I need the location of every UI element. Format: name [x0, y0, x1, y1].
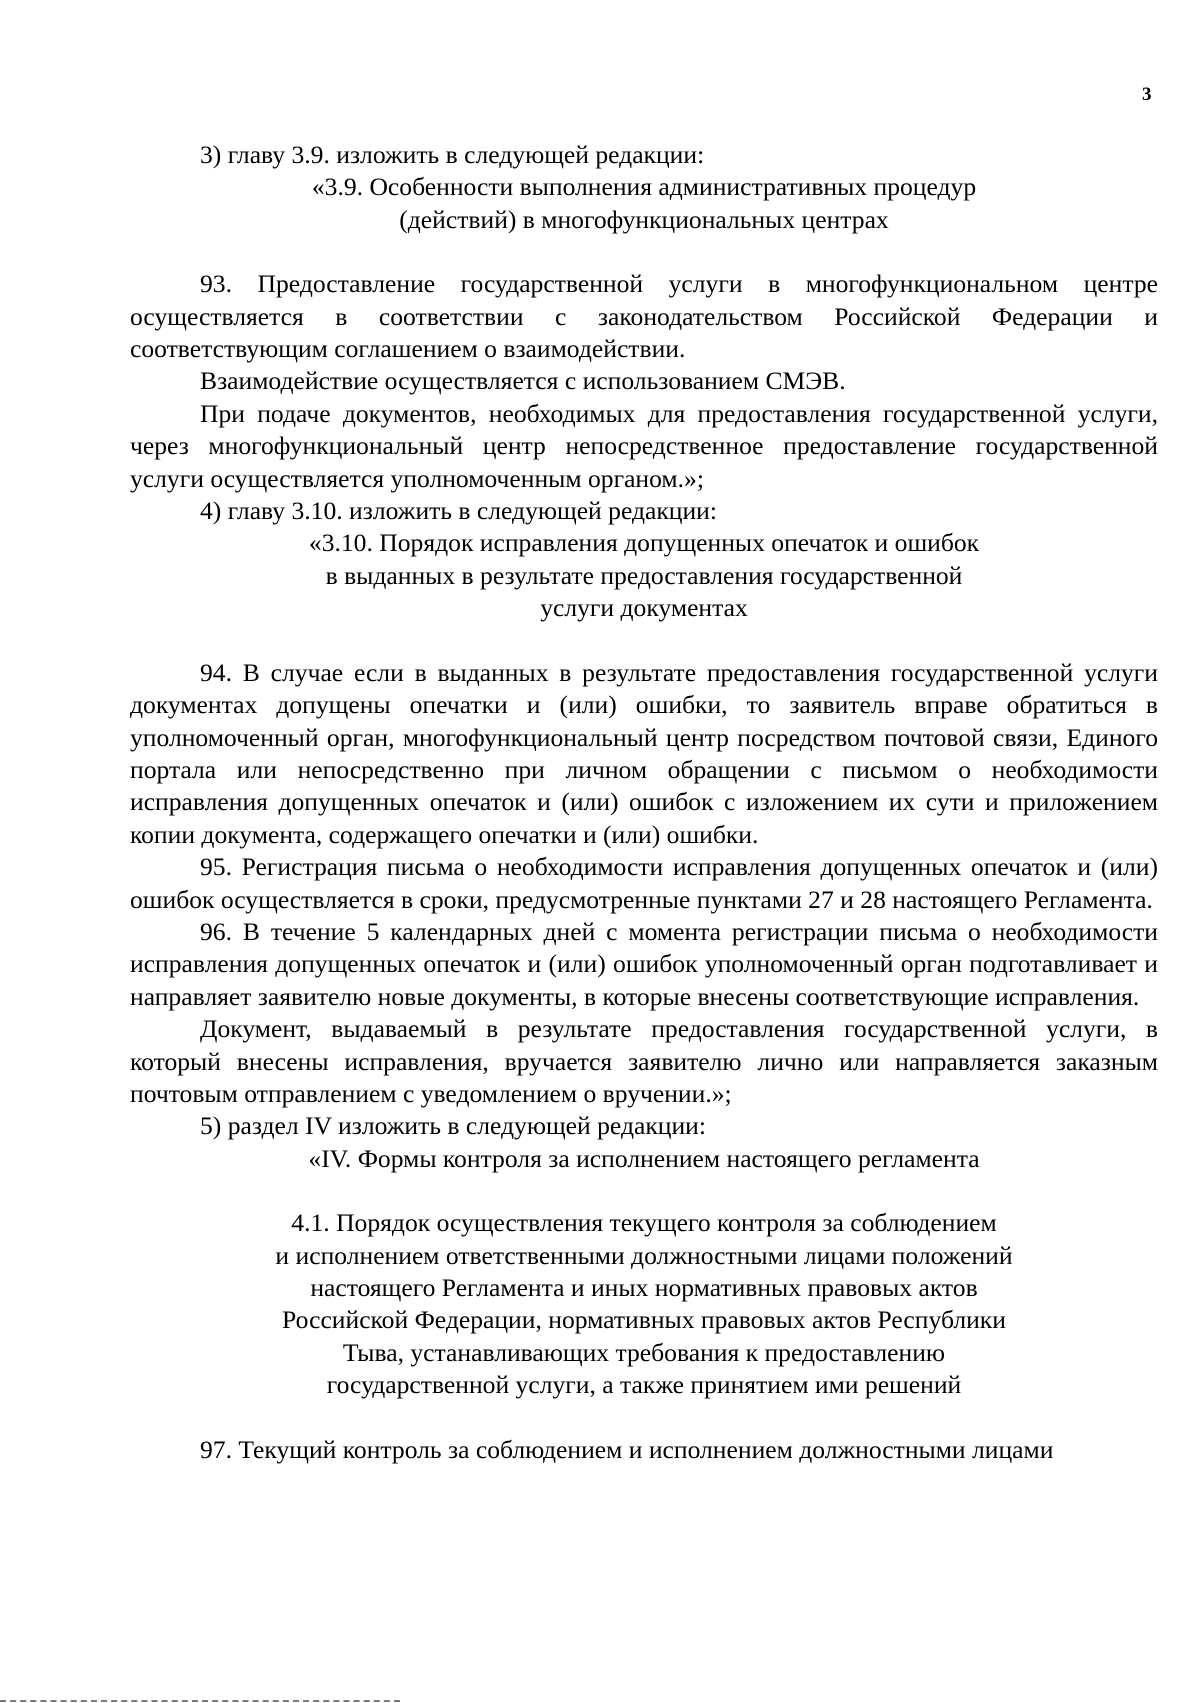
- heading-line: услуги документах: [540, 593, 748, 623]
- paragraph-document: Документ, выдаваемый в результате предоставления государственной услуги, в который внесены исправления, вручается заявителю лично или направляется заказным почтовым отправлением с уведомлением о вручении.»;: [130, 1014, 1158, 1108]
- page-number: 3: [1142, 84, 1152, 105]
- heading-line: и исполнением ответственными должностными лицами положений: [275, 1240, 1013, 1270]
- paragraph-95: 95. Регистрация письма о необходимости исправления допущенных опечаток и (или) ошибок осуществляется в сроки, предусмотренные пунктами 27 и 28 настоящего Регламента.: [130, 852, 1158, 914]
- paragraph-submission: При подаче документов, необходимых для предоставления государственной услуги, через многофункциональный центр непосредственное предоставление государственной услуги осуществляется уполномоченным органом.»;: [130, 398, 1158, 493]
- document-body: [130, 139, 1158, 1466]
- heading-line: в выданных в результате предоставления государственной: [325, 560, 963, 590]
- paragraph-93: 93. Предоставление государственной услуги в многофункциональном центре осуществляется в соответствии с законодательством Российской Федерации и соответствующим соглашением о взаимодействии.: [130, 269, 1158, 364]
- amendment-item-4: 4) главу 3.10. изложить в следующей редакции:: [200, 496, 717, 526]
- heading-line: настоящего Регламента и иных нормативных правовых актов: [310, 1273, 978, 1302]
- heading-line: государственной услуги, а также принятием ими решений: [326, 1370, 962, 1400]
- spacer: [130, 236, 1158, 268]
- chapter-heading-3-10: [130, 527, 1158, 624]
- paragraph-97: 97. Текущий контроль за соблюдением и исполнением должностными лицами: [200, 1434, 1054, 1464]
- heading-line: (действий) в многофункциональных центрах: [399, 204, 889, 234]
- amendment-item-3: 3) главу 3.9. изложить в следующей редакции:: [200, 140, 705, 169]
- heading-line: Тыва, устанавливающих требования к предоставлению: [342, 1337, 946, 1367]
- spacer: [130, 1402, 1158, 1434]
- subsection-heading-4-1: [130, 1207, 1158, 1401]
- paragraph-96: 96. В течение 5 календарных дней с момента регистрации письма о необходимости исправления допущенных опечаток и (или) ошибок уполномоченный орган подготавливает и направляет заявителю новые документы, в которые внесены соответствующие исправления.: [130, 916, 1158, 1011]
- spacer: [130, 1175, 1158, 1207]
- amendment-item-5: 5) раздел IV изложить в следующей редакции:: [200, 1111, 706, 1141]
- chapter-heading-3-9: [130, 171, 1158, 236]
- heading-line: Российской Федерации, нормативных правовых актов Республики: [282, 1305, 1006, 1335]
- paragraph-smev: Взаимодействие осуществляется с использованием СМЭВ.: [200, 366, 846, 396]
- paragraph-94: 94. В случае если в выданных в результате предоставления государственной услуги документах допущены опечатки и (или) ошибки, то заявитель вправе обратиться в уполномоченный орган, многофункциональный центр посредством почтовой связи, Единого портала или непосредственно при личном обращении с письмом о необходимости исправления допущенных опечаток и (или) ошибок с изложением их сути и приложением копии документа, содержащего опечатки и (или) ошибки.: [130, 657, 1158, 849]
- heading-line: 4.1. Порядок осуществления текущего контроля за соблюдением: [291, 1208, 997, 1238]
- heading-line: «3.9. Особенности выполнения административных процедур: [311, 172, 977, 202]
- spacer: [130, 625, 1158, 657]
- section-heading-iv: «IV. Формы контроля за исполнением настоящего регламента: [308, 1143, 980, 1173]
- heading-line: «3.10. Порядок исправления допущенных опечаток и ошибок: [308, 528, 980, 558]
- scan-edge-line: [0, 1700, 400, 1702]
